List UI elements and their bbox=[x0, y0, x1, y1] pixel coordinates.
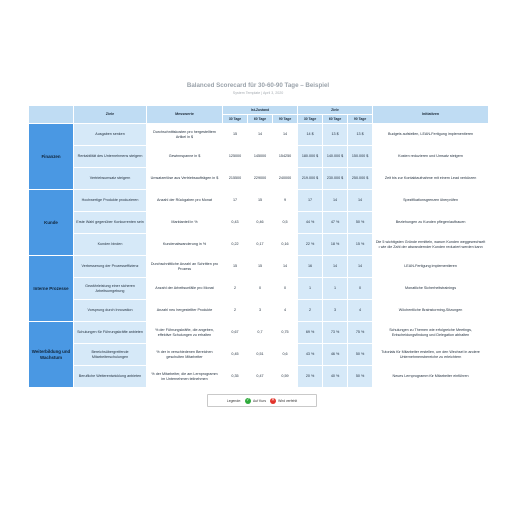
actual-value-cell: 0,6 bbox=[273, 344, 298, 366]
page-title: Balanced Scorecard für 30-60-90 Tage – Beispiel bbox=[186, 82, 330, 89]
legend-on-track-label: Auf Kurs bbox=[253, 398, 267, 403]
page-subtitle: System Template | April 3, 2020 bbox=[232, 91, 284, 95]
initiative-cell: Wöchentliche Brainstorming-Sitzungen bbox=[373, 300, 489, 322]
table-row bbox=[29, 278, 489, 300]
header-messwerte: Messwerte bbox=[147, 106, 223, 124]
target-value-cell: 14 bbox=[323, 256, 348, 278]
actual-value-cell: 15 bbox=[223, 124, 248, 146]
metric-cell: Gewinnspanne in $ bbox=[147, 146, 223, 168]
target-value-cell: 1 bbox=[323, 278, 348, 300]
actual-value-cell: 14 bbox=[273, 124, 298, 146]
table-row bbox=[29, 146, 489, 168]
target-value-cell: 43 % bbox=[298, 344, 323, 366]
actual-value-cell: 4 bbox=[273, 300, 298, 322]
metric-cell: Durchschnittskosten pro hergestelltem Artikel in $ bbox=[147, 124, 223, 146]
actual-value-cell: 154250 bbox=[273, 146, 298, 168]
target-value-cell: 17 bbox=[298, 190, 323, 212]
goal-cell: Vorsprung durch Innovation bbox=[74, 300, 147, 322]
actual-value-cell: 0,35 bbox=[223, 366, 248, 388]
actual-value-cell: 215500 bbox=[223, 168, 248, 190]
metric-cell: Kundenabwanderung in % bbox=[147, 234, 223, 256]
actual-value-cell: 0,43 bbox=[223, 212, 248, 234]
initiative-cell: Kosten reduzieren und Umsatz steigern bbox=[373, 146, 489, 168]
legend-label: Legende: bbox=[226, 398, 242, 403]
goal-cell: Rentabilität des Unternehmens steigern bbox=[74, 146, 147, 168]
actual-value-cell: 2 bbox=[223, 278, 248, 300]
actual-value-cell: 0,47 bbox=[248, 366, 273, 388]
target-value-cell: 4 bbox=[348, 300, 373, 322]
actual-value-cell: 0,75 bbox=[273, 322, 298, 344]
target-value-cell: 75 % bbox=[348, 322, 373, 344]
target-value-cell: 14 $ bbox=[298, 124, 323, 146]
actual-value-cell: 0,46 bbox=[248, 212, 273, 234]
actual-value-cell: 240000 bbox=[273, 168, 298, 190]
target-value-cell: 20 % bbox=[298, 366, 323, 388]
metric-cell: Durchschnittliche Anzahl an Schritten pro Prozess bbox=[147, 256, 223, 278]
check-icon: ✓ bbox=[246, 397, 250, 403]
table-row bbox=[29, 212, 489, 234]
legend-on-track bbox=[245, 398, 266, 404]
goal-cell: Hochwertige Produkte produzieren bbox=[74, 190, 147, 212]
actual-value-cell: 229000 bbox=[248, 168, 273, 190]
category-cell: Kunde bbox=[29, 190, 74, 256]
legend-missed bbox=[270, 398, 297, 404]
target-value-cell: 3 bbox=[323, 300, 348, 322]
target-value-cell: 40 % bbox=[323, 366, 348, 388]
actual-value-cell: 17 bbox=[223, 190, 248, 212]
header-ziele-group: Ziele bbox=[298, 106, 373, 115]
goal-cell: Vertriebsumsatz steigern bbox=[74, 168, 147, 190]
target-value-cell: 2 bbox=[298, 300, 323, 322]
header-ist-90: 90 Tage bbox=[273, 115, 298, 124]
actual-value-cell: 0,67 bbox=[223, 322, 248, 344]
header-ziele: Ziele bbox=[74, 106, 147, 124]
initiative-cell: Monatliche Sicherheitstrainings bbox=[373, 278, 489, 300]
initiative-cell: Die 5 wichtigsten Gründe ermitteln, warum Kunden weggewechselt • wie die Zahl der abwandernder Kunden reduziert werden kann bbox=[373, 234, 489, 256]
goal-cell: Kunden binden bbox=[74, 234, 147, 256]
cross-icon: ✕ bbox=[271, 397, 275, 403]
actual-value-cell: 3 bbox=[248, 300, 273, 322]
target-value-cell: 44 % bbox=[298, 212, 323, 234]
target-value-cell: 18 % bbox=[323, 234, 348, 256]
target-value-cell: 16 bbox=[298, 256, 323, 278]
actual-value-cell: 0,17 bbox=[248, 234, 273, 256]
actual-value-cell: 0,51 bbox=[248, 344, 273, 366]
table-row bbox=[29, 322, 489, 344]
scorecard-table bbox=[28, 105, 489, 388]
actual-value-cell: 14 bbox=[248, 124, 273, 146]
target-value-cell: 14 bbox=[323, 190, 348, 212]
actual-value-cell: 15 bbox=[248, 190, 273, 212]
metric-cell: Anzahl der Arbeitsunfälle pro Monat bbox=[147, 278, 223, 300]
actual-value-cell: 145000 bbox=[248, 146, 273, 168]
table-row bbox=[29, 234, 489, 256]
actual-value-cell: 0,7 bbox=[248, 322, 273, 344]
target-value-cell: 22 % bbox=[298, 234, 323, 256]
table-row bbox=[29, 344, 489, 366]
actual-value-cell: 0,5 bbox=[273, 212, 298, 234]
legend bbox=[207, 394, 317, 407]
metric-cell: Umsatzerlöse aus Vertriebsaufträgen in $ bbox=[147, 168, 223, 190]
target-value-cell: 140.000 $ bbox=[323, 146, 348, 168]
actual-value-cell: 0 bbox=[273, 278, 298, 300]
legend-missed-label: Wird verfehlt bbox=[278, 398, 298, 403]
header-ist-zustand: Ist-Zustand bbox=[223, 106, 298, 115]
target-value-cell: 14 bbox=[348, 256, 373, 278]
target-value-cell: 50 % bbox=[348, 366, 373, 388]
scorecard-body bbox=[29, 124, 489, 388]
target-value-cell: 73 % bbox=[323, 322, 348, 344]
target-value-cell: 15 % bbox=[348, 234, 373, 256]
category-cell: Finanzen bbox=[29, 124, 74, 190]
initiative-cell: Beziehungen zu Kunden pflegen/aufbauen bbox=[373, 212, 489, 234]
category-cell: Weiterbildung und Wachstum bbox=[29, 322, 74, 388]
actual-value-cell: 0,16 bbox=[273, 234, 298, 256]
initiative-cell: Tutorials für Mitarbeiter erstellen, um den Wechsel in andere Unternehmensbereiche zu erleichtern bbox=[373, 344, 489, 366]
header-goal-90: 90 Tage bbox=[348, 115, 373, 124]
corner-header bbox=[29, 106, 74, 124]
metric-cell: % der Mitarbeiter, die am Lernprogramm im Unternehmen teilnehmen bbox=[147, 366, 223, 388]
initiative-cell: Spezifikationsgrenzen überprüfen bbox=[373, 190, 489, 212]
header-goal-60: 60 Tage bbox=[323, 115, 348, 124]
table-row bbox=[29, 300, 489, 322]
actual-value-cell: 9 bbox=[273, 190, 298, 212]
target-value-cell: 230.000 $ bbox=[323, 168, 348, 190]
goal-cell: Bereichsübergreifende Mitarbeiterschulungen bbox=[74, 344, 147, 366]
table-row bbox=[29, 366, 489, 388]
initiative-cell: Neues Lernprogramm für Mitarbeiter einführen bbox=[373, 366, 489, 388]
target-value-cell: 46 % bbox=[323, 344, 348, 366]
target-value-cell: 1 bbox=[298, 278, 323, 300]
initiative-cell: LEAN-Fertigung implementieren bbox=[373, 256, 489, 278]
initiative-cell: Schulungen zu Themen wie erfolgreiche Meetings, Entscheidungsfindung und Delegation abhalten bbox=[373, 322, 489, 344]
header-ist-30: 30 Tage bbox=[223, 115, 248, 124]
target-value-cell: 219.000 $ bbox=[298, 168, 323, 190]
header-ist-60: 60 Tage bbox=[248, 115, 273, 124]
header-goal-30: 30 Tage bbox=[298, 115, 323, 124]
initiative-cell: Zeit bis zur Kontaktaufnahme mit einem Lead verkürzen bbox=[373, 168, 489, 190]
actual-value-cell: 0,22 bbox=[223, 234, 248, 256]
goal-cell: Erste Wahl gegenüber Konkurrenten sein bbox=[74, 212, 147, 234]
target-value-cell: 0 bbox=[348, 278, 373, 300]
actual-value-cell: 15 bbox=[248, 256, 273, 278]
category-cell: Interne Prozesse bbox=[29, 256, 74, 322]
target-value-cell: 250.000 $ bbox=[348, 168, 373, 190]
actual-value-cell: 15 bbox=[223, 256, 248, 278]
goal-cell: Verbesserung der Prozesseffizienz bbox=[74, 256, 147, 278]
goal-cell: Gewährleistung einer sicheren Arbeitsumgebung bbox=[74, 278, 147, 300]
actual-value-cell: 14 bbox=[273, 256, 298, 278]
goal-cell: Schulungen für Führungskräfte anbieten bbox=[74, 322, 147, 344]
actual-value-cell: 0,59 bbox=[273, 366, 298, 388]
metric-cell: Anzahl neu hergestellter Produkte bbox=[147, 300, 223, 322]
metric-cell: Anzahl der Rückgaben pro Monat bbox=[147, 190, 223, 212]
table-row bbox=[29, 168, 489, 190]
target-value-cell: 13 $ bbox=[323, 124, 348, 146]
target-value-cell: 50 % bbox=[348, 212, 373, 234]
goal-cell: Ausgaben senken bbox=[74, 124, 147, 146]
table-row bbox=[29, 124, 489, 146]
actual-value-cell: 125000 bbox=[223, 146, 248, 168]
actual-value-cell: 0 bbox=[248, 278, 273, 300]
target-value-cell: 50 % bbox=[348, 344, 373, 366]
metric-cell: % der in verschiedenen Bereichen geschulten Mitarbeiter bbox=[147, 344, 223, 366]
header-initiativen: Initiativen bbox=[373, 106, 489, 124]
metric-cell: % der Führungskräfte, die angeben, effektive Schulungen zu erhalten bbox=[147, 322, 223, 344]
target-value-cell: 150.000 $ bbox=[348, 146, 373, 168]
table-row bbox=[29, 256, 489, 278]
target-value-cell: 47 % bbox=[323, 212, 348, 234]
metric-cell: Marktanteil in % bbox=[147, 212, 223, 234]
goal-cell: Berufliche Weiterentwicklung anbieten bbox=[74, 366, 147, 388]
actual-value-cell: 0,45 bbox=[223, 344, 248, 366]
initiative-cell: Budgets aufstellen, LEAN-Fertigung implementieren bbox=[373, 124, 489, 146]
table-row bbox=[29, 190, 489, 212]
target-value-cell: 180.000 $ bbox=[298, 146, 323, 168]
target-value-cell: 69 % bbox=[298, 322, 323, 344]
target-value-cell: 13 $ bbox=[348, 124, 373, 146]
actual-value-cell: 2 bbox=[223, 300, 248, 322]
target-value-cell: 14 bbox=[348, 190, 373, 212]
